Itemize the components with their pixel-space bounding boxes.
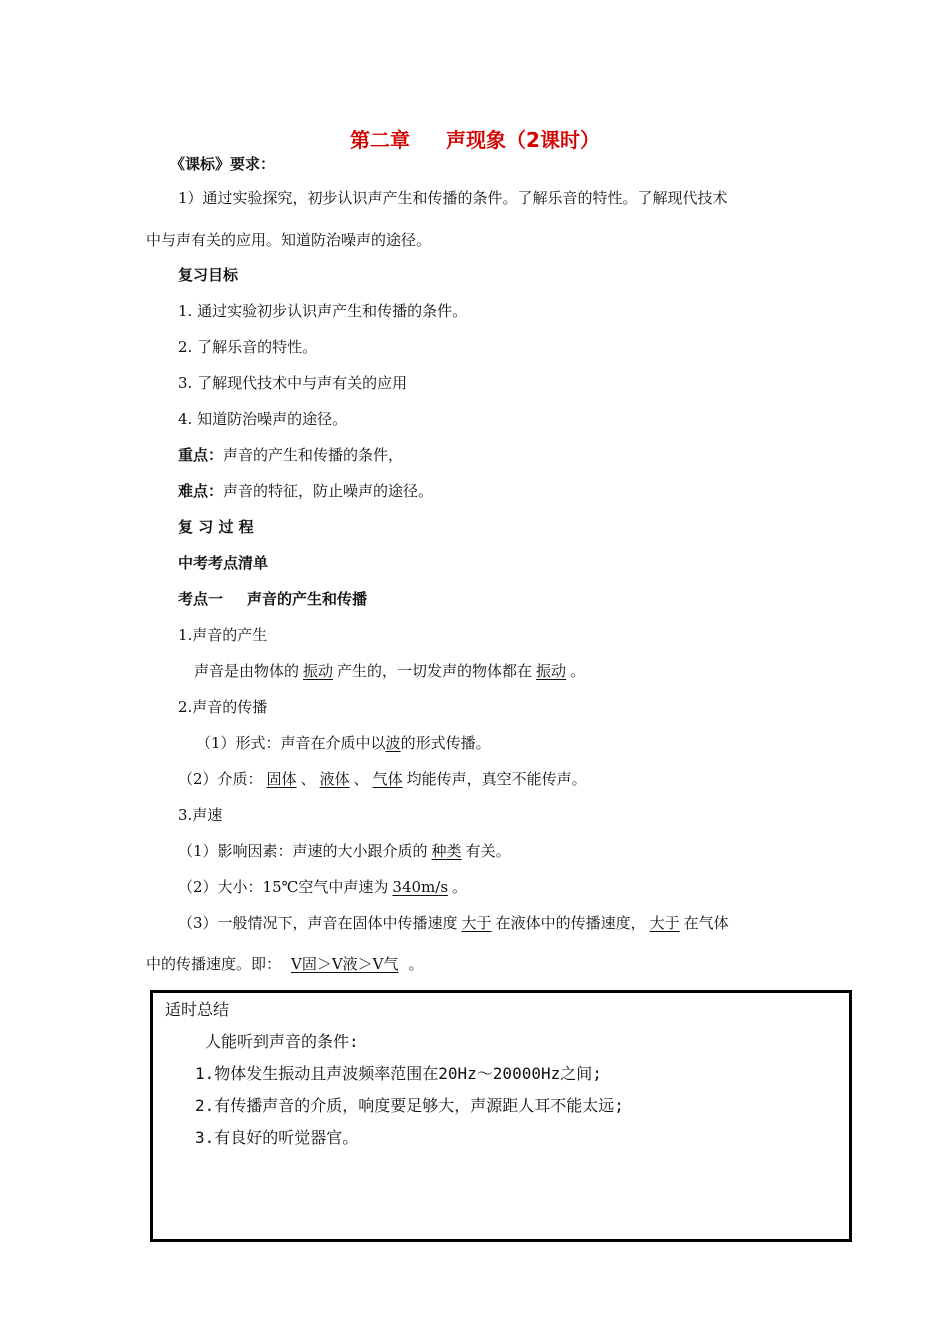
propagation-form — [196, 733, 491, 753]
goal-item: 1. 通过实验初步认识声产生和传播的条件。 — [178, 302, 468, 320]
section-sound-production: 1.声音的产生 — [178, 626, 268, 644]
goal-item: 2. 了解乐音的特性。 — [178, 338, 318, 356]
standards-line-2: 中与声有关的应用。知道防治噪声的途径。 — [146, 231, 432, 249]
process-heading: 复 习 过 程 — [178, 518, 254, 536]
speed-general-cont — [146, 954, 424, 974]
answer-blank: 液体 — [319, 770, 350, 788]
text-segment: 。 — [408, 955, 424, 973]
answer-blank: 固体 — [266, 770, 297, 788]
summary-item: 2.有传播声音的介质，响度要足够大，声源距人耳不能太远; — [195, 1096, 624, 1115]
text-segment: （1）形式：声音在介质中以 — [196, 734, 386, 752]
text-segment: （3）一般情况下，声音在固体中传播速度 — [178, 914, 458, 932]
summary-item: 3.有良好的听觉器官。 — [195, 1128, 359, 1147]
section-sound-propagation: 2.声音的传播 — [178, 698, 268, 716]
text-segment: 、 — [353, 770, 369, 788]
answer-blank: V固＞V液＞V气 — [291, 955, 399, 973]
answer-blank: 振动 — [536, 662, 567, 680]
text-segment: 在气体 — [683, 914, 729, 932]
chapter-number: 第二章 — [350, 128, 411, 152]
point1-heading — [178, 589, 367, 609]
text-segment: 声音是由物体的 — [194, 662, 300, 680]
chapter-topic: 声现象（2课时） — [446, 128, 600, 152]
answer-blank: 大于 — [649, 914, 680, 932]
summary-heading: 适时总结 — [165, 1000, 230, 1019]
standards-line-1: 1）通过实验探究，初步认识声产生和传播的条件。了解乐音的特性。了解现代技术 — [178, 189, 728, 207]
propagation-medium — [178, 769, 587, 789]
text-segment: 在液体中的传播速度， — [495, 914, 646, 932]
difficulty-line — [178, 481, 433, 501]
text-segment: 、 — [300, 770, 316, 788]
answer-blank: 340m/s — [392, 878, 449, 896]
speed-general — [178, 913, 729, 933]
production-sentence — [194, 661, 585, 681]
text-segment: （2）介质： — [178, 770, 263, 788]
text-segment: 。 — [452, 878, 468, 896]
text-segment: 有关。 — [465, 842, 511, 860]
focus-text: 声音的产生和传播的条件， — [223, 446, 404, 464]
answer-blank: 振动 — [303, 662, 334, 680]
section-sound-speed: 3.声速 — [178, 806, 223, 824]
speed-factor — [178, 841, 511, 861]
answer-blank: 种类 — [431, 842, 462, 860]
answer-blank: 波 — [385, 734, 401, 752]
focus-label: 重点： — [178, 446, 224, 464]
checklist-heading: 中考考点清单 — [178, 554, 269, 572]
text-segment: 。 — [570, 662, 586, 680]
answer-blank: 气体 — [372, 770, 403, 788]
difficulty-text: 声音的特征，防止噪声的途径。 — [223, 482, 434, 500]
text-segment: 的形式传播。 — [400, 734, 491, 752]
text-segment: 中的传播速度。即： — [146, 955, 282, 973]
chapter-title — [0, 124, 950, 153]
summary-intro: 人能听到声音的条件: — [205, 1032, 359, 1051]
goal-item: 4. 知道防治噪声的途径。 — [178, 410, 348, 428]
answer-blank: 大于 — [461, 914, 492, 932]
summary-item: 1.物体发生振动且声波频率范围在20Hz～20000Hz之间; — [195, 1064, 602, 1083]
text-segment: （1）影响因素：声速的大小跟介质的 — [178, 842, 428, 860]
focus-line — [178, 445, 403, 465]
difficulty-label: 难点： — [178, 482, 224, 500]
summary-box — [150, 990, 852, 1242]
text-segment: （2）大小：15℃空气中声速为 — [178, 878, 389, 896]
goals-heading: 复习目标 — [178, 266, 239, 284]
text-segment: 均能传声，真空不能传声。 — [406, 770, 587, 788]
standards-heading: 《课标》要求： — [170, 155, 276, 173]
goal-item: 3. 了解现代技术中与声有关的应用 — [178, 374, 408, 392]
point1-label: 考点一 — [178, 590, 224, 608]
text-segment: 产生的，一切发声的物体都在 — [337, 662, 533, 680]
speed-size — [178, 877, 467, 897]
point1-title: 声音的产生和传播 — [247, 590, 368, 608]
